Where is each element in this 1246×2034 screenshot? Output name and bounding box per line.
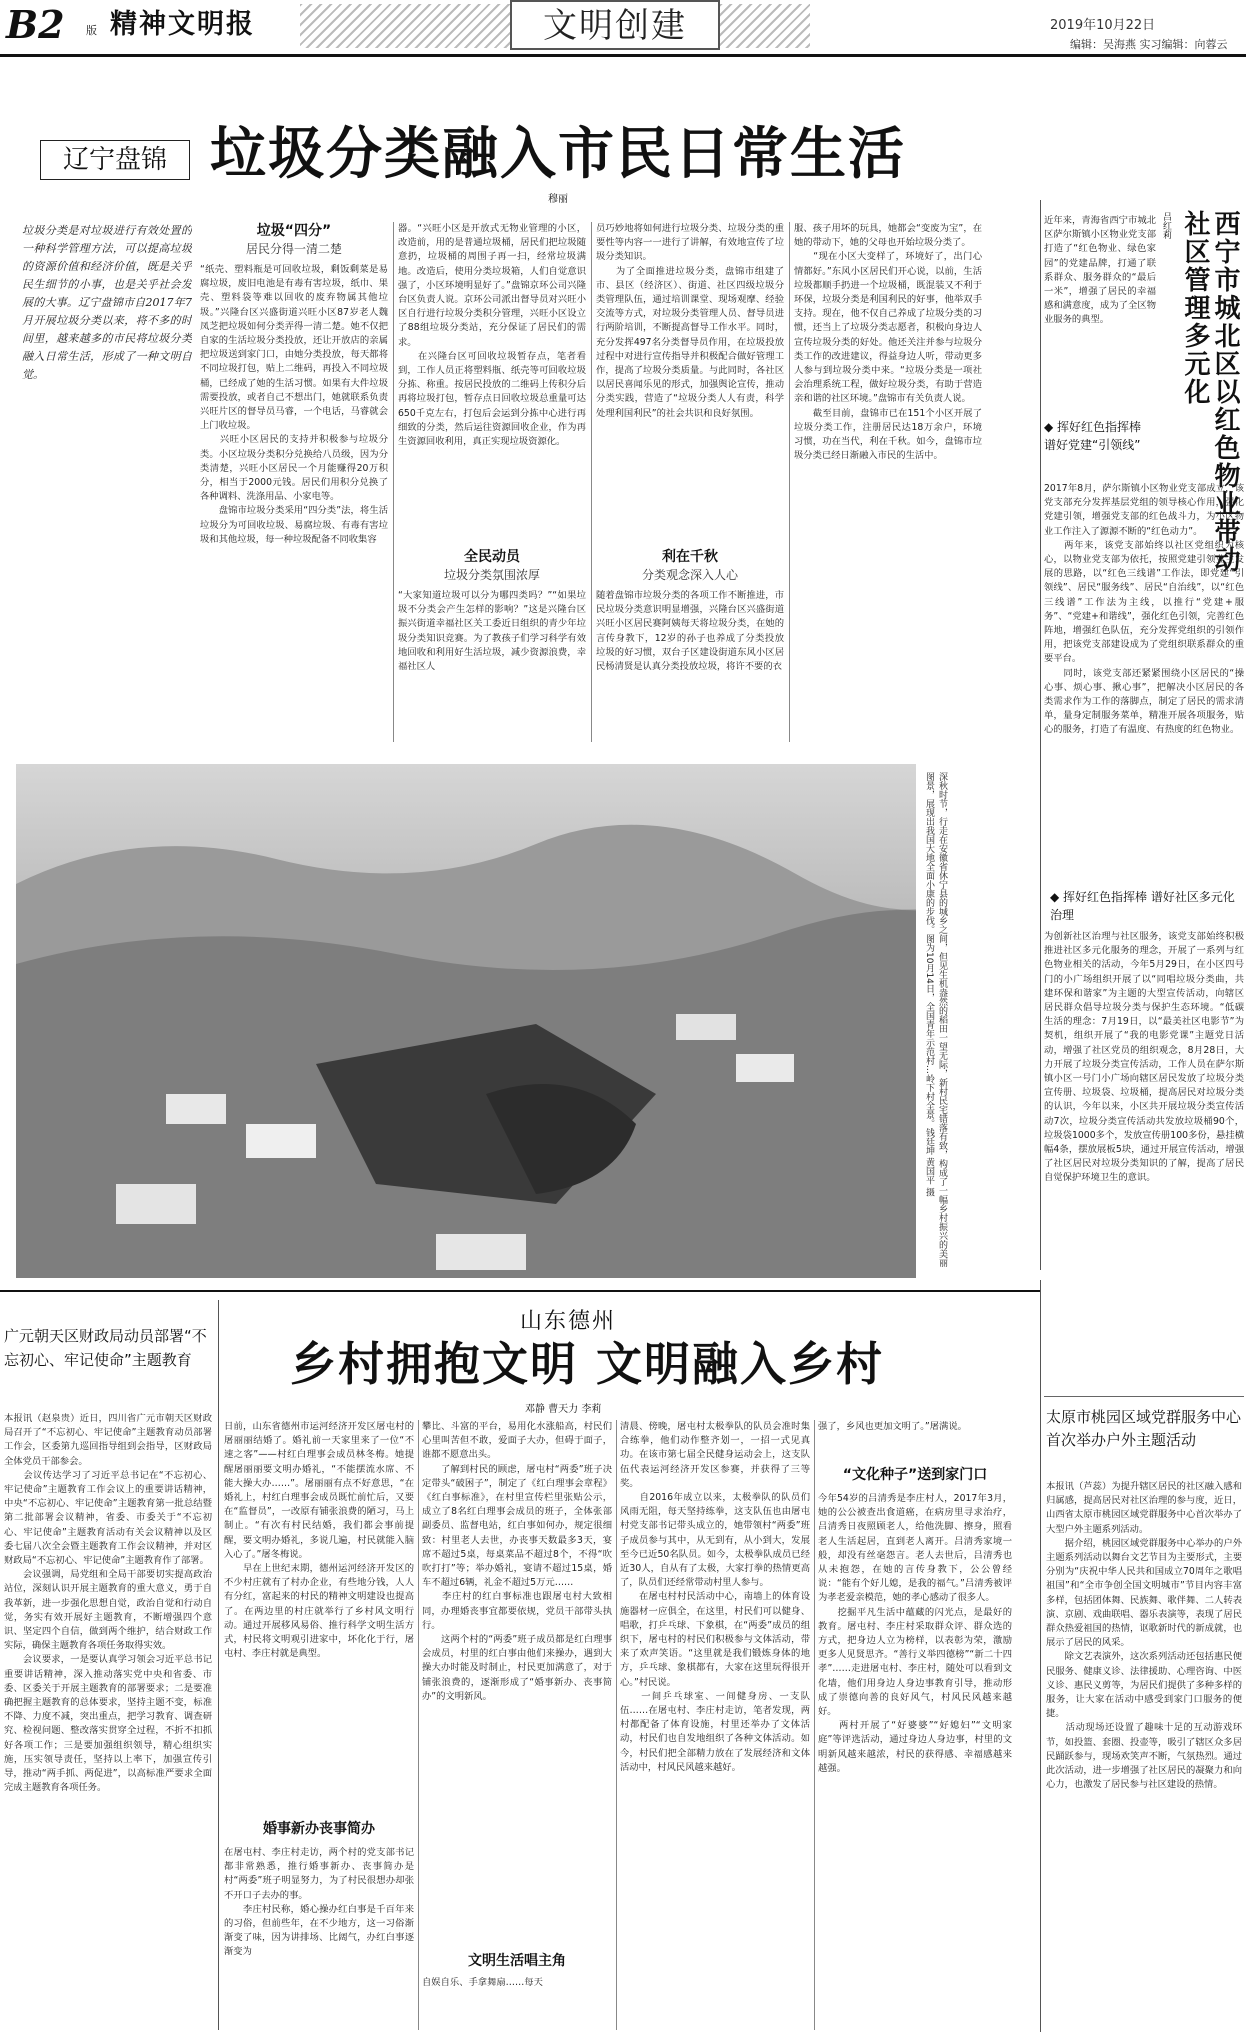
- article1-col3-text: 员巧妙地将如何进行垃圾分类、垃圾分类的重要性等内容一一进行了讲解，有效地宣传了垃圾分类知识。 为了全面推进垃圾分类，盘锦市组建了市、县区（经济区）、街道、社区四级垃圾分类管理队伍，通过培训课堂、现场观摩、经验交流等方式，对垃圾分类管理人员、督导员进行两阶培训，不断提高督导工作水平。同时，充分发挥497名分类督导员作用，在垃圾投放过程中对进行宣传指导并积极配合做好管理工作，提高了垃圾分类质量。与此同时，各社区以居民喜闻乐见的形式，加强舆论宣传，推动分类实践，营造了“垃圾分类人人有责，科学处理利国利民”的社会共识和良好氛围。: [596, 223, 784, 419]
- lower-rule: [0, 1290, 1040, 1292]
- article1-subhead2-sub: 垃圾分类氛围浓厚: [443, 568, 540, 582]
- section-banner-right-stripes: [720, 4, 810, 48]
- article2-column4: [818, 1420, 1012, 2032]
- article1-col1-text: “纸壳、塑料瓶是可回收垃圾，剩饭剩菜是易腐垃圾，废旧电池是有毒有害垃圾，纸巾、果壳、塑料袋等难以回收的废弃物属其他垃圾。”兴隆台区兴盛街道兴旺小区87岁老人魏凤芝把垃圾如何分类弄得一清二楚。她不仅把自家的生活垃圾分类投放，还让开放店的亲属把垃圾送到家门口，由她分类投放，每天都将不同垃圾打包，贴上二维码，再投入不同垃圾桶，已经成了她的生活习惯。如果有大件垃圾需要投放，或者自己不想出门，她就联系负责兴旺片区的督导员马睿，一个电话，马睿就会上门收垃圾。 兴旺小区居民的支持并积极参与垃圾分类。小区垃圾分类积分兑换给八员级，因为分类清楚，兴旺小区居民一个月能赚得20万积分，相当于2000元钱。居民们用积分兑换了各种调料、洗涤用品、小家电等。 盘锦市垃圾分类采用“四分类”法，将生活垃圾分为可回收垃圾、易腐垃圾、有毒有害垃圾和其他垃圾，每一种垃圾配备不同收集容: [200, 264, 388, 545]
- article1-subhead1: 垃圾“四分”: [256, 223, 332, 239]
- article2-col3-text: 清晨、傍晚，屠屯村太极拳队的队员会准时集合练拳，他们动作整齐划一，一招一式见真功。在该市第七届全民健身运动会上，这支队伍代表运河经济开发区参赛，并获得了三等奖。 自2016年成立以来，太极拳队的队员们风雨无阻，每天坚持练拳，这支队伍也由屠屯村党支部书记带头成立的，她带领村“两委”班子成员参与其中，从无到有，从小到大，发展至今已近50名队员。如今，太极拳队成员已经近30人，自从有了太极，大家打拳的热情更高了，队员们还经常带动村里人参与。 在屠屯村村民活动中心，南墙上的体育设施器材一应俱全，在这里，村民们可以健身、唱歌，打乒乓球、下象棋，在“两委”成员的组织下，屠屯村的村民们积极参与文体活动，带来了欢声笑语。“这里就是我们锻炼身体的地方，乒乓球、象棋都有，大家在这里玩得很开心。”村民说。 一间乒乓球室、一间健身房、一支队伍……在屠屯村、李庄村走访，笔者发现，两村都配备了体育设施，村里还举办了文体活动，村民们也自发地组织了各种文体活动。如今，村民们把全部精力放在了发展经济和文体活动中，村风民风越来越好。: [620, 1421, 810, 1773]
- article1-subhead2: 全民动员: [464, 549, 520, 565]
- article2-subhead2: 文明生活唱主角: [468, 1953, 566, 1969]
- article2-column2: [422, 1420, 612, 2032]
- col-divider: [616, 1420, 617, 2030]
- article1-headline: 垃圾分类融入市民日常生活: [210, 122, 906, 187]
- sidebar-top-title: 西宁市城北区以红色物业带动社区管理多元化: [1180, 210, 1240, 574]
- article1-column2: [398, 222, 586, 752]
- village-aerial-photo: [16, 764, 1020, 1278]
- sidebar-top-intro: 近年来，青海省西宁市城北区萨尔斯镇小区物业党支部打造了“红色物业、绿色家园”的党建品牌，打通了联系群众、服务群众的“最后一米”，增强了居民的幸福感和满意度，成为了全区物业服务的典型。: [1044, 215, 1156, 326]
- sidebar-bottom-title: 太原市桃园区域党群服务中心首次举办户外主题活动: [1046, 1408, 1242, 1449]
- editors: 编辑：吴海燕 实习编辑：向蓉云: [1070, 38, 1228, 51]
- col-divider: [393, 222, 394, 742]
- sidebar-top-author: 吕红莉: [1161, 212, 1171, 239]
- article1-col2b-text: “大家知道垃圾可以分为哪四类吗？”“如果垃圾不分类会产生怎样的影响？”这是兴隆台区振兴街道幸福社区关工委近日组织的青少年垃圾分类知识竞赛。为了教孩子们学习科学有效地回收和利用好生活垃圾，减少资源浪费，幸福社区人: [398, 590, 586, 673]
- col-divider: [591, 222, 592, 742]
- paper-name: 精神文明报: [110, 9, 255, 40]
- article1-col3b-text: 随着盘锦市垃圾分类的各项工作不断推进，市民垃圾分类意识明显增强，兴隆台区兴盛街道兴旺小区居民赛阿姨每天将垃圾分类，在她的言传身教下，12岁的孙子也养成了分类投放垃圾的好习惯，双台子区建设街道东风小区居民杨清贤是认真分类投放垃圾，将许不要的衣: [596, 590, 784, 673]
- article1-col2-text: 器。“兴旺小区是开放式无物业管理的小区，改造前，用的是普通垃圾桶，居民们把垃圾随意扔，垃圾桶的周围子再一扫，经常垃圾满地。改造后，使用分类垃圾箱，人们自觉意识强了，小区环境明显好了。”盘锦京环公司兴隆台区负责人说。京环公司派出督导员对兴旺小区自行进行垃圾分类积分管理，兴旺小区设立了88组垃圾分类站，充分保证了居民们的需求。 在兴隆台区可回收垃圾暂存点，笔者看到，工作人员正将塑料瓶、纸壳等可回收垃圾分拣、称重。按居民投放的二维码上传积分后再将垃圾打包，暂存点日回收垃圾总重量可达650千克左右，打包后会运到分拣中心进行再细致的分类，然后运往资源回收企业，作为再生资源回收利用，真正实现垃圾资源化。: [398, 223, 586, 448]
- article1-subhead3-sub: 分类观念深入人心: [641, 568, 738, 582]
- article2-col4b-text: 今年54岁的吕清秀是李庄村人，2017年3月，她的公公被查出食道癌，在病房里寻求治疗，吕清秀日夜照顾老人，给他洗脚、擦身，照看老人生活起居，直到老人离开。吕清秀家境一般，却没有丝毫怨言。老人去世后，吕清秀也从未抱怨，在她的言传身教下，公公曾经说：“能有个好儿媳，是我的福气。”吕清秀被评为孝老爱亲模范，她的孝心感动了很多人。 挖掘平凡生活中蕴藏的闪光点，是最好的教育。屠屯村、李庄村采取群众评、群众选的方式，把身边人立为榜样，以表彰为荣，激励更多人见贤思齐。“善行义举四德榜”“新二十四孝”……走进屠屯村、李庄村，随处可以看到文化墙，他们用身边人身边事教育引导，推动形成了崇德向善的良好风气，村风民风越来越好。 两村开展了“好婆婆”“好媳妇”“文明家庭”等评选活动，通过身边人身边事，村里的文明新风越来越浓，村民的获得感、幸福感越来越强。: [818, 1493, 1012, 1774]
- sidebar-top-subhead2: ◆ 挥好红色指挥棒 谱好社区多元化治理: [1050, 890, 1235, 922]
- photo-caption: 深秋时节，行走在安徽省休宁县的城乡之间，但见生机盎然的稻田一望无际，新村民宅错落有致，构成了一幅乡村振兴的美丽图景，展现出我国大地全面小康的步伐。图为10月14日，全国青年示范村…岭下村全景。钱廷坤 黄国平 摄: [924, 772, 947, 1267]
- article2-headline: 乡村拥抱文明 文明融入乡村: [290, 1337, 885, 1391]
- section-banner-left-stripes: [300, 4, 510, 48]
- col-divider: [814, 1420, 815, 2030]
- section-title: 文明创建: [510, 0, 720, 50]
- article2-subhead1: 婚事新办丧事简办: [263, 1821, 375, 1837]
- article2-subhead3: “文化种子”送到家门口: [842, 1467, 988, 1483]
- masthead-rule: [0, 54, 1246, 57]
- article1-subhead1-sub: 居民分得一清二楚: [245, 242, 342, 256]
- article1-column1: [200, 220, 388, 750]
- sidebar-top-body2: 为创新社区治理与社区服务，该党支部始终积极推进社区多元化服务的理念，开展了一系列与红色物业相关的活动，今年5月29日，在小区四号门的小广场组织开展了以“同唱垃圾分类曲，共建环保和谐家”为主题的大型宣传活动，向辖区居民群众倡导垃圾分类与保护生态环境。“低碳生活的理念：7月19日，以“最美社区电影节”为契机，组织开展了“我的电影党课”主题党日活动，增强了社区党员的组织观念，8月28日，大力开展了垃圾分类宣传活动，工作人员在萨尔斯镇小区一号门小广场向辖区居民发放了垃圾分类宣传册、垃圾袋、垃圾桶，提高居民对垃圾分类的认识，今年以来，小区共开展垃圾分类宣传活动7次，垃圾分类宣传活动共发放垃圾桶90个，垃圾袋1000多个，发放宣传册100多份，悬挂横幅4条，摆放展板5块，通过开展宣传活动，增强了社区居民对垃圾分类知识的了解，提高了居民自觉保护环境卫生的意识。: [1044, 931, 1244, 1184]
- article1-column3: [596, 222, 784, 752]
- article1-byline: 穆丽: [548, 194, 568, 205]
- sidebar-top-subhead1: ◆ 挥好红色指挥棒 谱好党建“引领线”: [1044, 420, 1142, 452]
- article2-col1b-text: 在屠屯村、李庄村走访，两个村的党支部书记都非常熟悉，推行婚事新办、丧事简办是村“两委”班子明显努力，为了村民很想办却张不开口子去办的事。 李庄村民称，婚心操办红白事是千百年来的习俗，但前些年，在不少地方，这一习俗渐渐变了味，因为讲排场、比阔气，办红白事逐渐变为: [224, 1847, 414, 1958]
- page-unit: 版: [86, 24, 97, 37]
- guangyuan-title: 广元朝天区财政局动员部署“不忘初心、牢记使命”主题教育: [4, 1327, 207, 1369]
- sidebar-top-body1: 2017年8月，萨尔斯镇小区物业党支部成立，该党支部充分发挥基层党组的领导核心作用，强化党建引领，增强党支部的红色战斗力，为小区物业工作注入了源源不断的“红色动力”。 两年来，该党支部始终以社区党组织为核心，以物业党支部为依托，按照党建引领业主发展的思路，以“红色三线谱”工作法，即党建“引领线”、居民“服务线”、居民“自治线”，以“红色三线谱”工作法为主线，以推行“党建+服务”、“党建+和谐线”，强化红色引领，完善红色阵地，增强红色队伍，充分发挥党组织的引领作用，把该党支部建设成为了党组织联系群众的重要平台。 同时，该党支部还紧紧围绕小区居民的“操心事、烦心事、揪心事”，把解决小区居民的各类需求作为工作的落脚点，制定了居民的需求清单，量身定制服务菜单，精准开展各项服务，贴心的服务，打造了有温度、有热度的红色物业。: [1044, 483, 1244, 736]
- col-divider: [218, 1300, 219, 2030]
- article1-kicker: 辽宁盘锦: [40, 140, 190, 180]
- page-number: B2: [6, 2, 65, 47]
- article2-kicker: 山东德州: [520, 1309, 617, 1334]
- photo-landscape: [16, 764, 1020, 1278]
- sidebar-divider: [1040, 200, 1041, 1270]
- sidebar-divider: [1040, 1280, 1041, 2032]
- issue-date: 2019年10月22日: [1050, 18, 1156, 33]
- col-divider: [789, 222, 790, 742]
- article2-col1-text: 日前，山东省德州市运河经济开发区屠屯村的屠丽丽结婚了。婚礼前一天家里来了一位“不速之客”——村红白理事会成员林冬梅。她提醒屠丽丽要文明办婚礼，“不能摆流水席、不能大操大办……”。屠丽丽有点不好意思，“在婚礼上，村红白理事会成员既忙前忙后，又要在“监督员”，一改原有铺张浪费的陋习，马上制止。“有次有村民结婚，我们都会事前提醒，要文明办婚礼，多说几遍，村民就能入脑入心了。”屠冬梅说。 早在上世纪末期，德州运河经济开发区的不少村庄就有了村办企业，有些地分钱，人人有分红，富起来的村民的精神文明建设也提高了。在两边里的村庄就举行了乡村风文明行动。通过开展移风易俗、推行科学文明生活方式，村民将文明观引进家中，坏化化于行，屠屯村、李庄村就是典型。: [224, 1421, 414, 1660]
- article2-column1: [224, 1420, 414, 2032]
- article2-col4-text: 强了，乡风也更加文明了。”屠满说。: [818, 1421, 967, 1432]
- guangyuan-body: 本报讯（赵泉贵）近日，四川省广元市朝天区财政局召开了“不忘初心、牢记使命”主题教育动员部署工作会，区委第九巡回指导组到会指导，区财政局全体党员干部参会。 会议传达学习了习近平总书记在“不忘初心、牢记使命”主题教育工作会议上的重要讲话精神，中央“不忘初心、牢记使命”主题教育第一批总结暨第二批部署会议精神，省委、市委关于“不忘初心、牢记使命”主题教育活动有关会议精神以及区委七届八次全会暨主题教育工作会议精神，并对区财政局“不忘初心、牢记使命”主题教育作了部署。 会议强调，局党组和全局干部要切实提高政治站位，深刻认识开展主题教育的重大意义，勇于自我革新，进一步强化思想自觉，政治自觉和行动自觉，务实有效开展好主题教育，不断增强四个意识、坚定四个自信，做到两个维护，结合财政工作实际，确保主题教育各项任务取得实效。 会议要求，一是要认真学习领会习近平总书记重要讲话精神，深入推动落实党中央和省委、市委、区委关于开展主题教育的部署要求；二是要准确把握主题教育的总体要求，坚持主题不变，标准不降、力度不减，突出重点，把学习教育、调查研究、检视问题、整改落实贯穿全过程，不折不扣抓好各项工作；三是要加强组织领导，精心组织实施，压实领导责任，坚持以上率下，加强宣传引导，推动“两手抓、两促进”，以高标准严要求全面完成主题教育各项任务。: [4, 1413, 212, 1794]
- article2-col2-text: 攀比、斗富的平台，易用化水涨船高，村民们心里叫苦但不敢，爱面子大办，但碍于面子，谁都不愿意出头。 了解到村民的顾虑，屠屯村“两委”班子决定带头“破困子”，制定了《红白理事会章程》《红白事标准》，在村里宣传栏里张贴公示，成立了8名红白理事会成员的班子，全体张部副委员、监督电站，红白事如何办，规定很细致：村里老人去世，办丧事天数最多3天，宴席不超过5桌，每桌菜品不超过8个，不得“吹吹打打”等；举办婚礼，宴请不超过15桌，婚车不超过6辆，礼金不超过5万元…… 李庄村的红白事标准也跟屠屯村大致相同，办理婚丧事宜都要依规，党员干部带头执行。 这两个村的“两委”班子成员都是红白理事会成员，村里的红白事由他们来操办，遇到大操大办时能及时制止，村民更加满意了，对于铺张浪费的，逐渐形成了“婚事新办、丧事简办”的文明新风。: [422, 1421, 612, 1702]
- sidebar-bottom-rule: [1044, 1396, 1244, 1397]
- sidebar-bottom-body: 本报讯（芦蕊）为提升辖区居民的社区融入感和归属感，提高居民对社区治理的参与度，近日，山西省太原市桃园区域党群服务中心首次举办了大型户外主题系列活动。 据介绍，桃园区域党群服务中心举办的户外主题系列活动以舞台文艺节目为主要形式，主要分别为“庆祝中华人民共和国成立70周年之歌唱祖国”和“全市争创全国文明城市”节目内容丰富多样，包括团体舞、民族舞、歌伴舞、二人转表演、京剧、戏曲联唱、器乐表演等，表现了居民群众热爱祖国的热情，讴歌新时代的新成就，也展示了居民的风采。 除文艺表演外，这次系列活动还包括惠民便民服务、健康义诊、法律援助、心理咨询、中医义诊、惠民义剪等，为居民们提供了多种多样的服务，让大家在活动中感受到家门口服务的便捷。 活动现场还设置了趣味十足的互动游戏环节，如投篮、套圈、投壶等，吸引了辖区众多居民踊跃参与，现场欢笑声不断，气氛热烈。通过此次活动，进一步增强了社区居民的凝聚力和向心力，也激发了居民参与社区建设的热情。: [1046, 1481, 1242, 1791]
- article1-col4-text: 服、孩子用坏的玩具，她都会“变废为宝”，在她的带动下，她的父母也开始垃圾分类了。 “现在小区大变样了，环境好了，出门心情都好。”东风小区居民们开心说，以前，生活垃圾都顺手扔进一个垃圾桶，既混装又不利于环保，垃圾分类是利国利民的好事，他举双手支持。现在，他不仅自己养成了垃圾分类的习惯，还当上了垃圾分类志愿者，积极向身边人宣传垃圾分类的好处。他还关注并参与垃圾分类工作的改进建议，得益身边人听，带动更多人参与到垃圾分类中来。“垃圾分类是一项社会治理系统工程，做好垃圾分类，有助于营造亲和谐的社区环境。”盘锦市有关负责人说。 截至目前，盘锦市已在151个小区开展了垃圾分类工作，注册居民达18万余户，环境习惯，功在当代，利在千秋。如今，盘锦市垃圾分类已经日渐融入市民的生活中。: [794, 223, 982, 462]
- article2-col2b-text: 自娱自乐、手拿舞扇……每天: [422, 1977, 543, 1988]
- article1-lead: 垃圾分类是对垃圾进行有效处置的一种科学管理方法，可以提高垃圾的资源价值和经济价值，既是关乎民生细节的小事，也是关乎社会发展的大事。辽宁盘锦市自2017年7月开展垃圾分类以来，将不多的时间里，越来越多的市民将垃圾分类融入日常生活，形成了一种文明自觉。: [22, 224, 192, 381]
- article1-subhead3: 利在千秋: [662, 549, 718, 565]
- col-divider: [418, 1420, 419, 2030]
- article2-byline: 邓静 曹天力 李莉: [525, 1404, 602, 1415]
